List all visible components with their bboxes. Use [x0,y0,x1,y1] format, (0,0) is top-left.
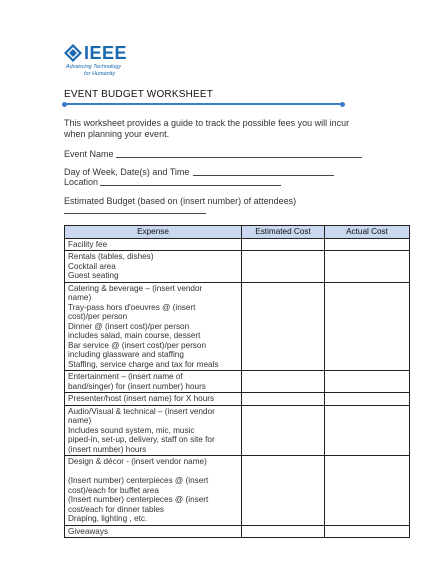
actual-cost-cell[interactable] [325,251,410,283]
expense-line: Dinner @ (insert cost)/per person [68,321,190,331]
expense-line: Tray-pass hors d'oeuvres @ (insert [68,302,196,312]
expense-line: Guest seating [68,271,119,280]
header-expense: Expense [65,226,242,239]
location-label: Location [64,177,99,187]
expense-line: Audio/Visual & technical – (insert vendor [68,406,215,416]
page-title: EVENT BUDGET WORKSHEET [64,89,214,100]
expense-line: Staffing, service charge and tax for meals [68,359,219,369]
expense-line: Design & décor - (insert vendor name) [68,457,207,466]
actual-cost-cell[interactable] [325,371,410,393]
expense-line: (insert number) hours [68,444,147,454]
table-row [65,371,410,393]
actual-cost-cell[interactable] [325,525,410,538]
expense-cell [65,393,242,406]
intro-line-2: when planning your event. [64,128,170,139]
expense-line: (Insert number) centerpieces @ (insert [68,476,209,485]
expense-cell [65,525,242,538]
logo-tagline-line2: for Humanity [84,71,116,77]
expense-line: Catering & beverage – (insert vendor [68,283,203,293]
day-of-week-blank[interactable] [193,175,334,176]
expense-line: Entertainment – (insert name of [68,372,183,381]
table-row [65,251,410,283]
expense-line: band/singer) for (insert number) hours [68,381,206,391]
expense-line: cost)/each for buffet area [68,485,159,495]
event-name-blank[interactable] [116,157,362,158]
estimated-cost-cell[interactable] [242,525,325,538]
actual-cost-cell[interactable] [325,238,410,251]
expense-cell [65,456,242,526]
expense-line: name) [68,416,92,425]
actual-cost-cell[interactable] [325,393,410,406]
estimated-cost-cell[interactable] [242,238,325,251]
actual-cost-cell[interactable] [325,282,410,371]
expense-line: Draping, lighting , etc. [68,514,148,523]
title-rule [64,103,342,105]
logo-tagline-line1: Advancing Technology [66,64,122,70]
expense-cell [65,371,242,393]
estimated-cost-cell[interactable] [242,405,325,456]
event-name-label: Event Name [64,149,114,159]
intro-text [64,118,384,139]
ieee-logo [64,44,144,80]
header-estimated-cost: Estimated Cost [242,226,325,239]
logo-wordmark: IEEE [84,43,128,63]
table-header-row [65,226,410,239]
table-row [65,393,410,406]
expense-line: Giveaways [68,526,109,536]
table-row [65,282,410,371]
expense-line: Rentals (tables, dishes) [68,252,154,261]
expense-line [68,467,238,477]
expense-cell [65,405,242,456]
estimated-cost-cell[interactable] [242,251,325,283]
estimated-cost-cell[interactable] [242,282,325,371]
table-row [65,238,410,251]
estimated-budget-label: Estimated Budget (based on (insert number) of attendees) [64,196,297,206]
expense-line: cost/each for dinner tables [68,504,165,514]
expense-line: includes salad, main course, dessert [68,331,201,340]
expense-cell [65,282,242,371]
estimated-cost-cell[interactable] [242,371,325,393]
day-of-week-label: Day of Week, Date(s) and Time [64,167,190,177]
estimated-cost-cell[interactable] [242,456,325,526]
ieee-diamond-icon [64,44,82,62]
intro-line-1: This worksheet provides a guide to track the possible fees you will incur [64,118,350,128]
table-row [65,405,410,456]
table-row [65,456,410,526]
rule-end-dot [340,102,345,107]
expense-cell [65,238,242,251]
expense-line: Bar service @ (insert cost)/per person [68,340,206,350]
expense-line: Presenter/host (insert name) for X hours [68,394,215,403]
expense-cell [65,251,242,283]
expense-line: Cocktail area [68,261,116,271]
expense-line: including glassware and staffing [68,350,184,359]
table-row [65,525,410,538]
estimated-budget-blank[interactable] [64,213,206,214]
expense-line: Facility fee [68,239,108,249]
expense-line: name) [68,293,92,302]
location-blank[interactable] [100,185,281,186]
expense-line: cost)/per person [68,312,128,321]
actual-cost-cell[interactable] [325,405,410,456]
expense-table [64,225,410,538]
actual-cost-cell[interactable] [325,456,410,526]
expense-line: (Insert number) centerpieces @ (insert [68,495,209,504]
expense-line: piped-in, set-up, delivery, staff on site for [68,435,215,444]
estimated-cost-cell[interactable] [242,393,325,406]
header-actual-cost: Actual Cost [325,226,410,239]
expense-line: Includes sound system, mic, music [68,425,195,435]
